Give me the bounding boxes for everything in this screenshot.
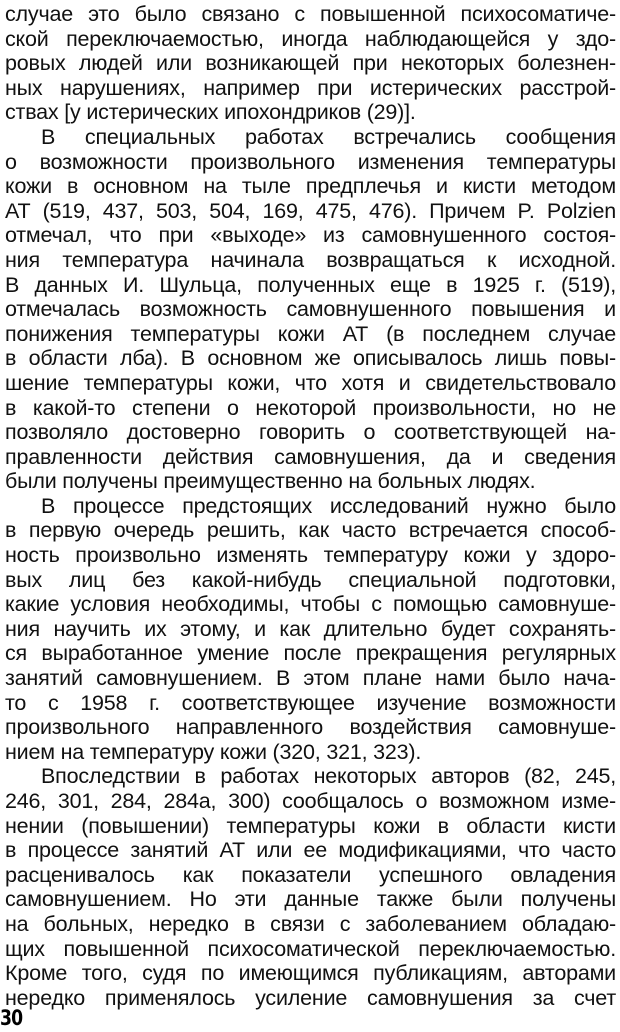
text-line: ность произвольно изменять температуру кожи у здоро- [5, 543, 616, 568]
text-line: в первую очередь решить, как часто встречается способ- [5, 518, 616, 543]
text-line: случае это было связано с повышенной психосоматиче- [5, 2, 616, 26]
text-line: Кроме того, судя по имеющимся публикациям, авторами [5, 961, 616, 986]
text-line: В специальных работах встречались сообщения [41, 124, 616, 149]
text-line: правленности действия самовнушения, да и сведения [5, 444, 616, 469]
text-line: шение температуры кожи, что хотя и свидетельствовало [5, 370, 616, 395]
text-line: были получены преимущественно на больных людях. [5, 469, 536, 494]
paragraph-3 [5, 494, 616, 765]
text-line: о возможности произвольного изменения температуры [5, 149, 616, 174]
text-line: ской переключаемостью, иногда наблюдающейся у здо- [5, 26, 616, 51]
text-line: занятий самовнушением. В этом плане нами было нача- [5, 666, 616, 691]
text-line: в процессе занятий АТ или ее модификациями, что часто [5, 838, 616, 863]
paragraph-1 [5, 2, 616, 125]
text-line: ровых людей или возникающей при некоторых болезнен- [5, 51, 616, 76]
text-line: нении (повышении) температуры кожи в области кисти [5, 813, 616, 838]
text-line: нием на температуру кожи (320, 321, 323). [5, 739, 422, 764]
text-line: в области лба). В основном же описывалось лишь повы- [5, 346, 616, 371]
text-line: понижения температуры кожи АТ (в последнем случае [5, 321, 616, 346]
text-line: Впоследствии в работах некоторых авторов (82, 245, [41, 764, 616, 789]
paragraph-2 [5, 125, 616, 494]
text-line: отмечал, что при «выходе» из самовнушенного состоя- [5, 223, 616, 248]
text-line: произвольного направленного воздействия самовнуше- [5, 715, 616, 740]
text-line: 246, 301, 284, 284а, 300) сообщалось о возможном изме- [5, 789, 616, 813]
text-line: позволяло достоверно говорить о соответствующей на- [5, 420, 616, 445]
text-line: какие условия необходимы, чтобы с помощью самовнуше- [5, 592, 616, 617]
page-number: 30 [0, 1006, 23, 1030]
text-line: щих повышенной психосоматической переключаемостью. [5, 936, 616, 961]
document-page [5, 2, 616, 1010]
text-line: ся выработанное умение после прекращения регулярных [5, 641, 616, 666]
text-line: вых лиц без какой-нибудь специальной подготовки, [5, 567, 616, 592]
text-line: АТ (519, 437, 503, 504, 169, 475, 476). Причем P. Polzien [5, 198, 616, 223]
text-line: В данных И. Шульца, полученных еще в 1925 г. (519), [5, 272, 616, 297]
paragraph-4 [5, 764, 616, 1010]
text-line: на больных, нередко в связи с заболеванием обладаю- [5, 911, 616, 936]
text-line: в какой-то степени о некоторой произвольности, но не [5, 395, 616, 420]
text-line: ния научить их этому, и как длительно будет сохранять- [5, 616, 616, 641]
text-line: ных нарушениях, например при истерических расстрой- [5, 75, 616, 100]
text-line: В процессе предстоящих исследований нужно было [41, 493, 616, 518]
text-line: ствах [у истерических ипохондриков (29)]. [5, 100, 416, 125]
text-line: нередко применялось усиление самовнушения за счет [5, 985, 616, 1010]
text-line: отмечалась возможность самовнушенного повышения и [5, 297, 616, 322]
text-line: то с 1958 г. соответствующее изучение возможности [5, 690, 616, 715]
text-line: самовнушением. Но эти данные также были получены [5, 887, 616, 912]
text-line: ния температура начинала возвращаться к исходной. [5, 247, 616, 272]
text-line: расценивалось как показатели успешного овладения [5, 862, 616, 887]
text-line: кожи в основном на тыле предплечья и кисти методом [5, 174, 616, 199]
